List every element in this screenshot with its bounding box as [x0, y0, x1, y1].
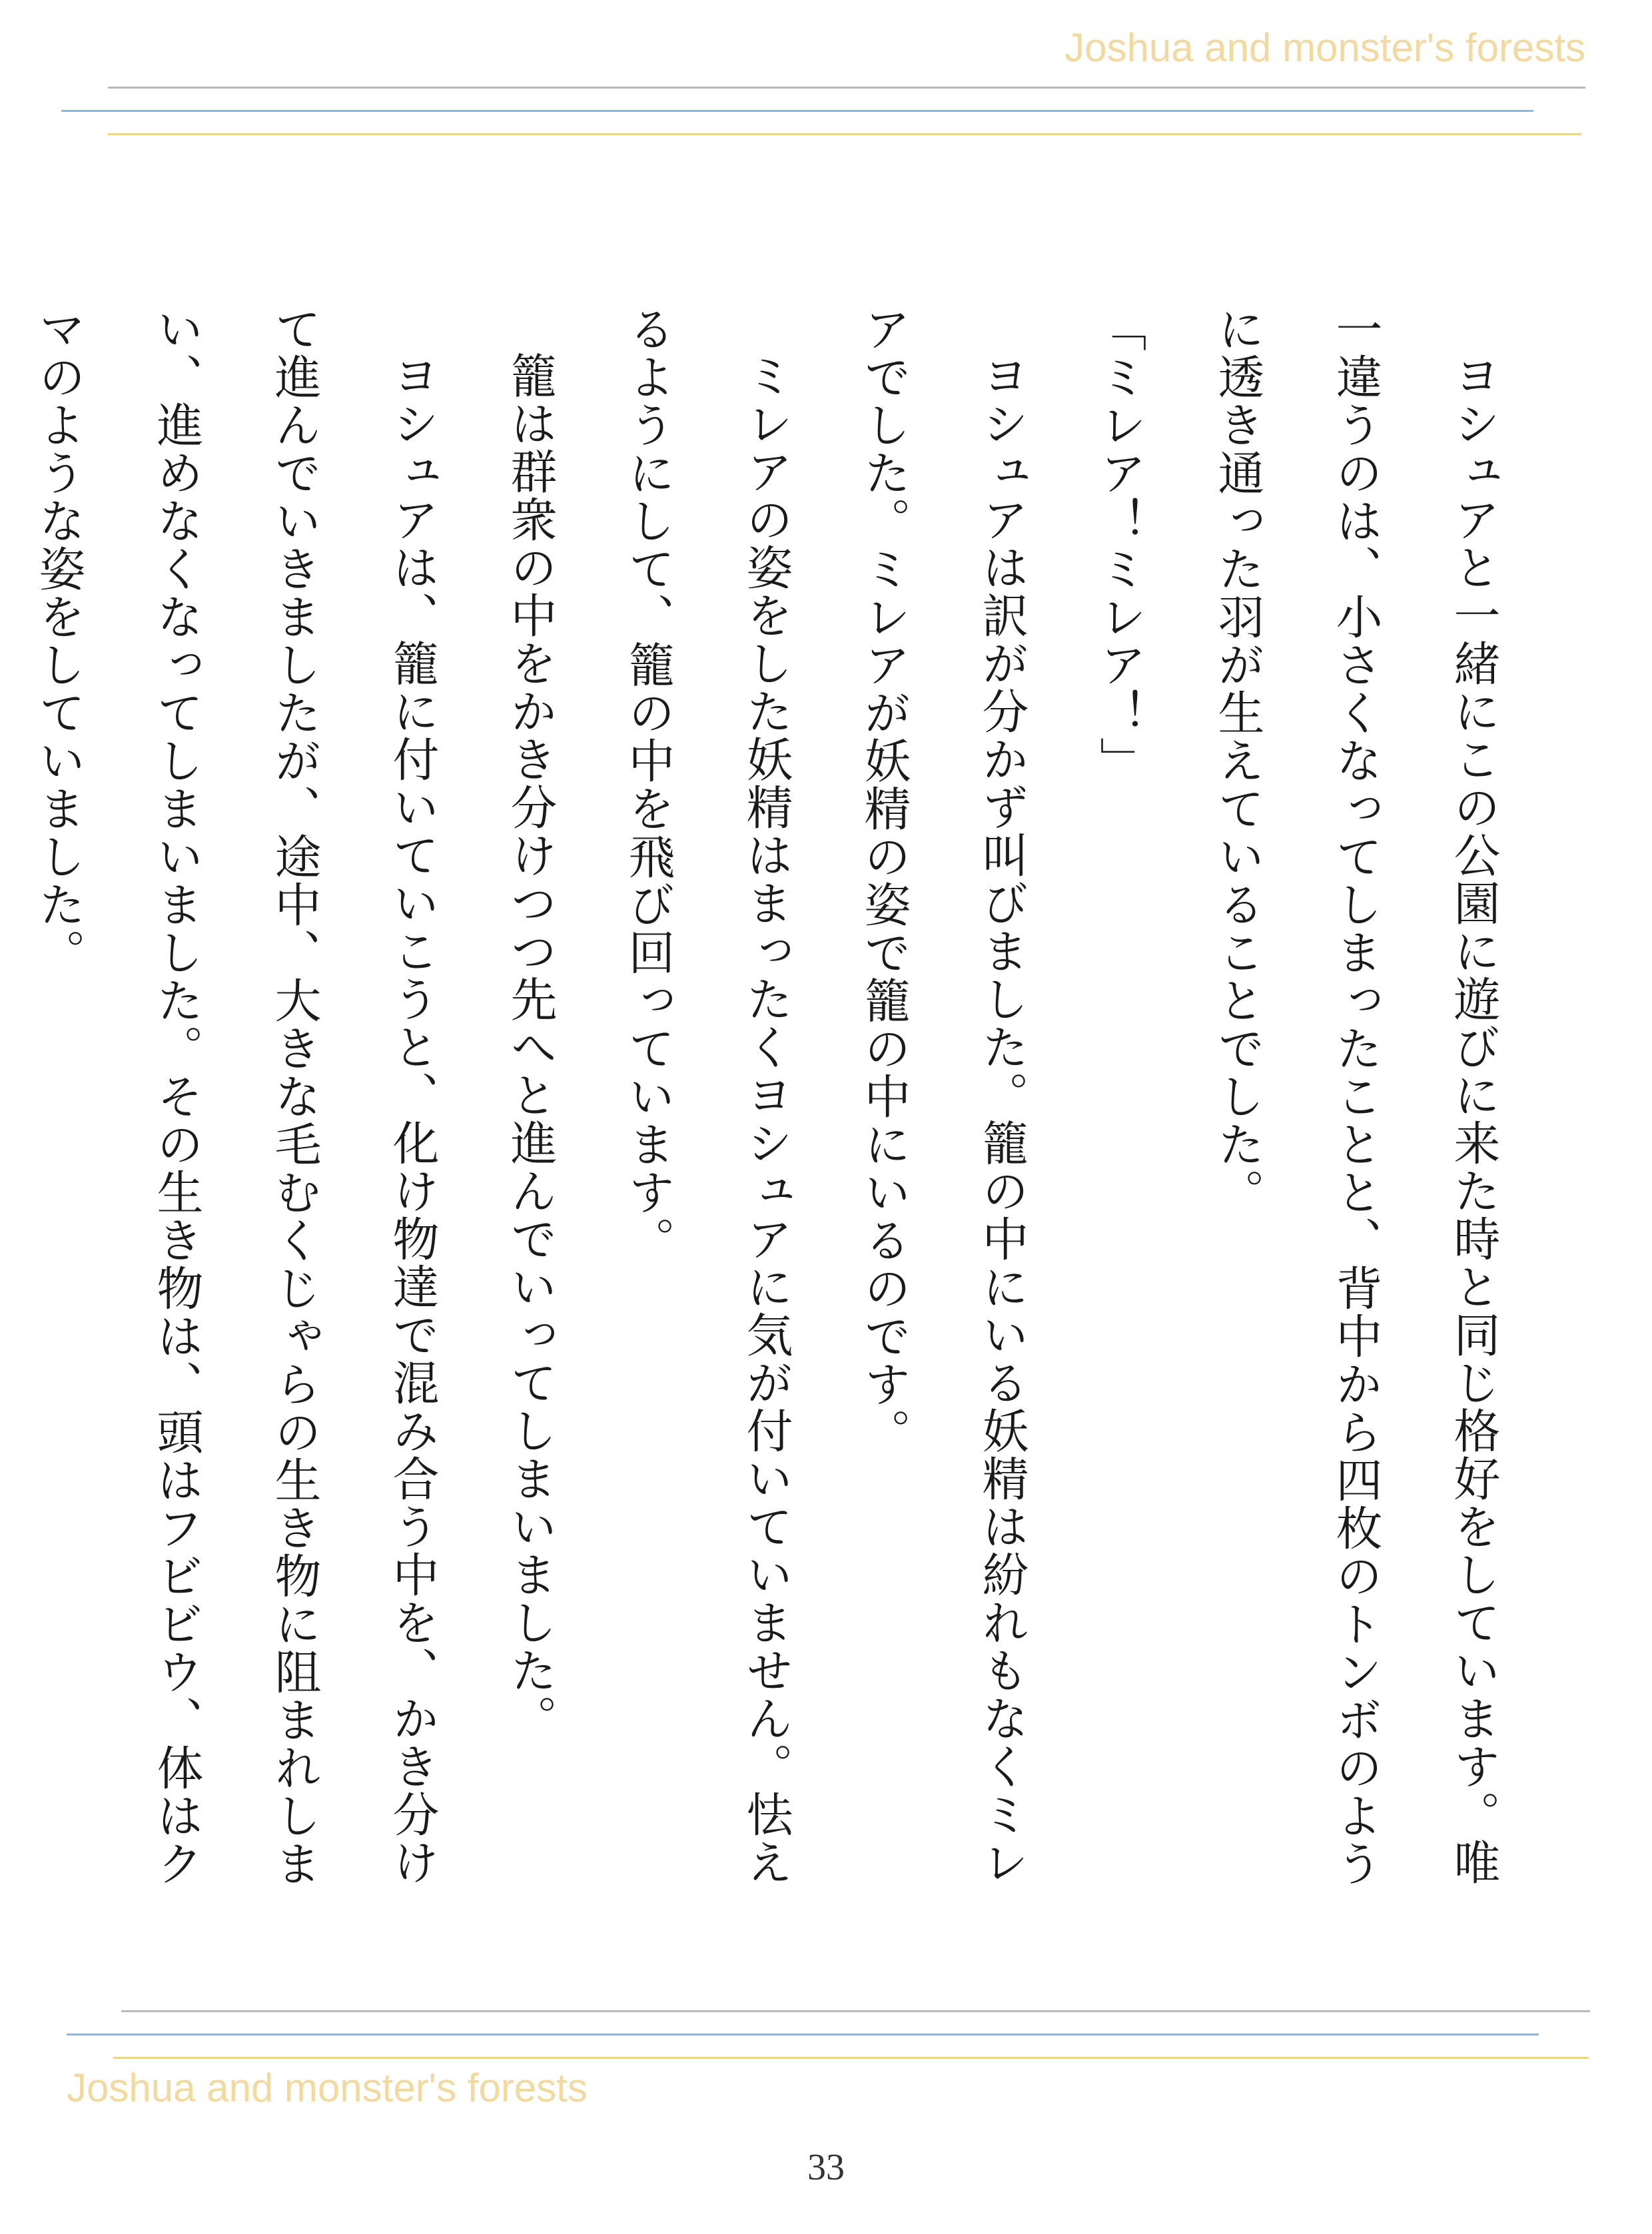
- paragraph: 籠は群衆の中をかき分けつつ先へと進んでいってしまいました。: [503, 352, 558, 1742]
- paragraph: ヨシュアと一緒にこの公園に遊びに来た時と同じ格好をしています。唯一違うのは、小さくなってしまったことと、背中から四枚のトンボのように透き通った羽が生えていることでした。: [1210, 305, 1501, 1888]
- header-title: Joshua and monster's forests: [1064, 25, 1585, 70]
- footer-rule-gray: [121, 2010, 1590, 2012]
- header-rule-blue: [61, 110, 1533, 112]
- footer-rule-gold: [113, 2057, 1589, 2059]
- paragraph: 「ミレア！ミレア！」: [1092, 305, 1147, 785]
- paragraph: ミレアの姿をした妖精はまったくヨシュアに気が付いていません。怯えるようにして、籠の中を飛び回っています。: [621, 305, 793, 1886]
- paragraph: ヨシュアは訳が分かず叫びました。籠の中にいる妖精は紛れもなくミレアでした。ミレアが妖精の姿で籠の中にいるのです。: [857, 305, 1029, 1886]
- footer-rule-blue: [67, 2034, 1539, 2036]
- footer-title: Joshua and monster's forests: [67, 2065, 588, 2110]
- header-rule-gold: [108, 133, 1581, 135]
- header-rule-gray: [108, 87, 1585, 89]
- paragraph: ヨシュアは、籠に付いていこうと、化け物達で混み合う中を、かき分けて進んでいきましたが、途中、大きな毛むくじゃらの生き物に阻まれしまい、進めなくなってしまいました。その生き物は、頭はフビビウ、体はクマのような姿をしていました。: [31, 305, 440, 1888]
- page-number: 33: [807, 2147, 845, 2188]
- vertical-body-text: [31, 305, 1532, 1890]
